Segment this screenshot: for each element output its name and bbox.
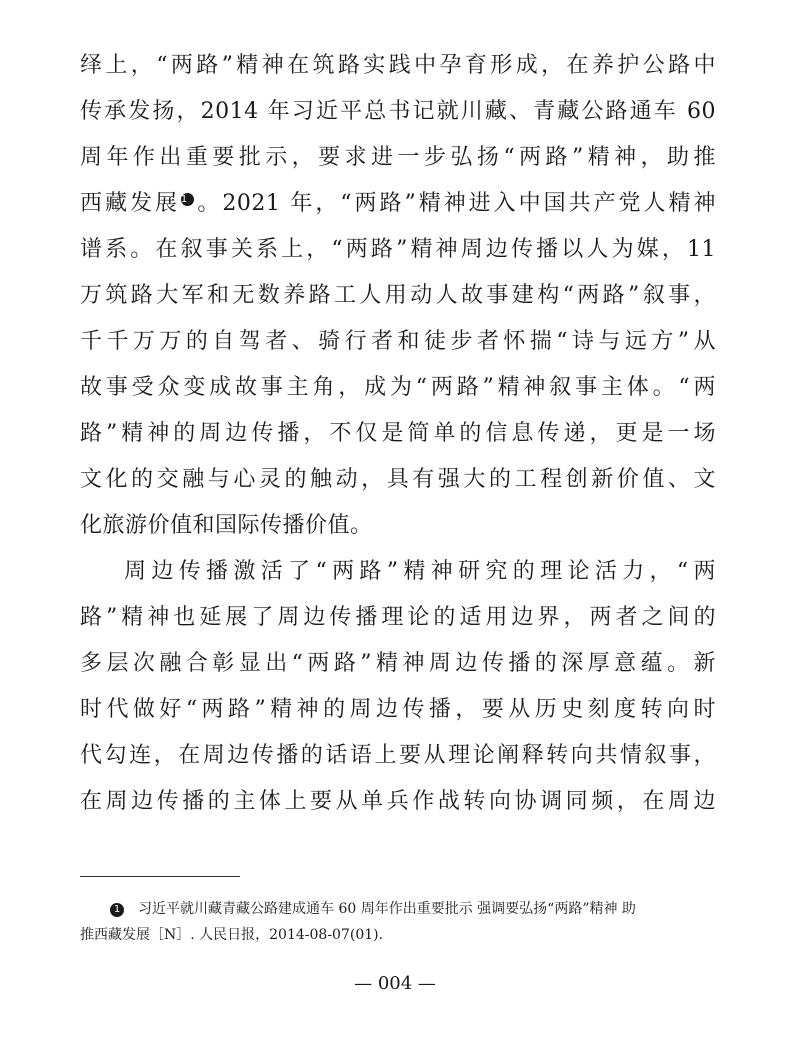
text-line: 文化的交融与心灵的触动，具有强大的工程创新价值、文 (80, 467, 716, 492)
text-segment: 西藏发展 (80, 191, 180, 216)
text-line: 代勾连，在周边传播的话语上要从理论阐释转向共情叙事， (80, 743, 716, 768)
footnote (80, 896, 716, 948)
footnote-text: 习近平就川藏青藏公路建成通车 60 周年作出重要批示 强调要弘扬“两路”精神 助 (138, 901, 636, 917)
footnote-text: 推西藏发展［N］. 人民日报，2014-08-07(01). (80, 927, 384, 943)
footnote-reference-marker[interactable]: 1 (181, 193, 194, 206)
text-line: 多层次融合彰显出“两路”精神周边传播的深厚意蕴。新 (80, 651, 716, 676)
body-text (80, 40, 716, 828)
text-line: 绎上，“两路”精神在筑路实践中孕育形成，在养护公路中 (80, 53, 716, 78)
footnote-line (80, 922, 716, 948)
text-line: 化旅游价值和国际传播价值。 (80, 513, 373, 538)
text-line: 在周边传播的主体上要从单兵作战转向协调同频，在周边 (80, 789, 716, 814)
text-line: 故事受众变成故事主角，成为“两路”精神叙事主体。“两 (80, 375, 716, 400)
text-line: 周年作出重要批示，要求进一步弘扬“两路”精神，助推 (80, 145, 716, 170)
footnote-marker: 1 (110, 903, 124, 917)
text-line: 谱系。在叙事关系上，“两路”精神周边传播以人为媒，11 (80, 237, 716, 262)
text-line: 万筑路大军和无数养路工人用动人故事建构“两路”叙事， (80, 283, 716, 308)
text-segment: 。2021 年，“两路”精神进入中国共产党人精神 (194, 191, 716, 216)
text-line (80, 184, 716, 224)
text-line: 千千万万的自驾者、骑行者和徒步者怀揣“诗与远方”从 (80, 329, 716, 354)
page-number: — 004 — (354, 973, 436, 994)
text-line: 路”精神的周边传播，不仅是简单的信息传递，更是一场 (80, 421, 716, 446)
paragraph-start-line: 周边传播激活了“两路”精神研究的理论活力，“两 (124, 559, 716, 584)
text-line: 传承发扬，2014 年习近平总书记就川藏、青藏公路通车 60 (80, 99, 716, 124)
footnote-line (80, 896, 716, 922)
text-line: 时代做好“两路”精神的周边传播，要从历史刻度转向时 (80, 697, 716, 722)
text-line: 路”精神也延展了周边传播理论的适用边界，两者之间的 (80, 605, 716, 630)
footnote-divider (80, 876, 240, 877)
